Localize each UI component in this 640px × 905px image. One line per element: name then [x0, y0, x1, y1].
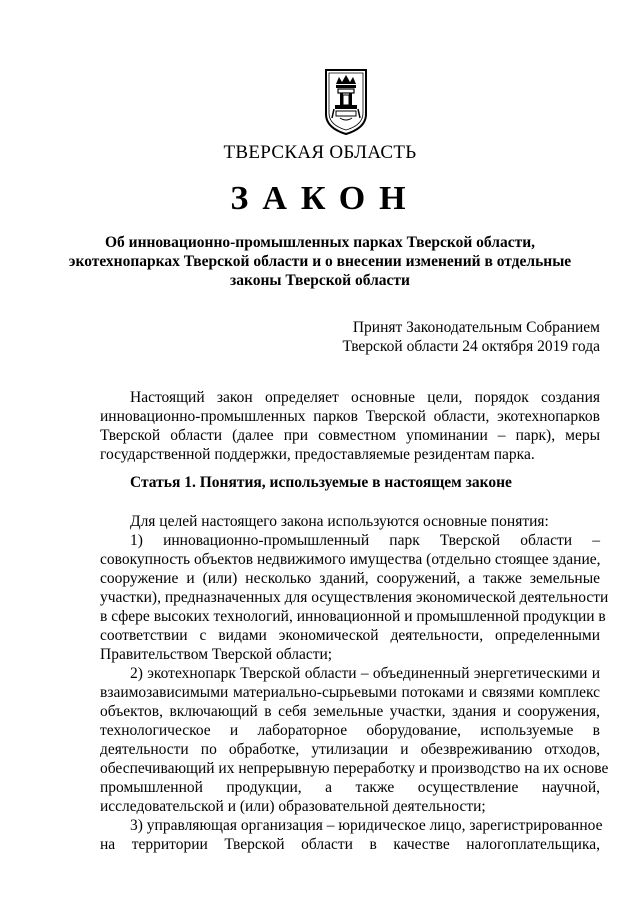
text-line: Для целей настоящего закона используются основные понятия: [130, 513, 549, 530]
text-line: государственной поддержки, предоставляемые резидентам парка. [100, 446, 535, 463]
region-name: ТВЕРСКАЯ ОБЛАСТЬ [223, 142, 417, 163]
subject-line: законы Тверской области [230, 272, 410, 289]
text-line: технологическое и лабораторное оборудование, используемые в [100, 722, 600, 739]
text-line: взаимозависимыми материально-сырьевыми потоками и связями комплекс [100, 684, 600, 701]
tver-coat-of-arms-icon [322, 66, 370, 136]
text-line: 3) управляющая организация – юридическое лицо, зарегистрированное [130, 817, 603, 834]
text-line: исследовательской и (или) образовательной деятельности; [100, 798, 486, 815]
text-line: объектов, включающий в себя земельные участки, здания и сооружения, [100, 703, 600, 720]
text-line: совокупность объектов недвижимого имущества (отдельно стоящее здание, [100, 551, 601, 568]
subject-line: Об инновационно-промышленных парках Тверской области, [104, 234, 536, 251]
document-type: ЗАКОН [230, 180, 420, 217]
adoption-line: Принят Законодательным Собранием [352, 319, 600, 336]
text-line: 1) инновационно-промышленный парк Тверской области – [130, 532, 600, 549]
law-subject [60, 233, 580, 290]
text-line: промышленной продукции, а также осуществление научной, [100, 779, 600, 796]
text-line: обеспечивающий их непрерывную переработку и производство на их основе [100, 760, 609, 777]
adoption-line: Тверской области 24 октября 2019 года [342, 338, 600, 355]
text-line: в сфере высоких технологий, инновационной и промышленной продукции в [100, 608, 606, 625]
text-line: деятельности по обработке, утилизации и обезвреживанию отходов, [100, 741, 600, 758]
text-line: 2) экотехнопарк Тверской области – объединенный энергетическими и [130, 665, 600, 682]
article-heading: Статья 1. Понятия, используемые в настоящем законе [130, 474, 512, 491]
text-line: инновационно-промышленных парков Тверской области, экотехнопарков [100, 408, 600, 425]
text-line: Правительством Тверской области; [100, 646, 333, 663]
text-line: соответствии с видами экономической деятельности, определенными [100, 627, 600, 644]
preamble [100, 388, 600, 464]
adoption-note [343, 318, 601, 356]
text-line: сооружение и (или) несколько зданий, сооружений, а также земельные [100, 570, 600, 587]
article-body [100, 512, 609, 854]
subject-line: экотехнопарках Тверской области и о внесении изменений в отдельные [68, 253, 572, 270]
text-line: Тверской области (далее при совместном упоминании – парк), меры [100, 427, 600, 444]
text-line: Настоящий закон определяет основные цели, порядок создания [130, 389, 600, 406]
text-line: участки), предназначенных для осуществления экономической деятельности [100, 589, 609, 606]
text-line: на территории Тверской области в качестве налогоплательщика, [100, 836, 600, 853]
